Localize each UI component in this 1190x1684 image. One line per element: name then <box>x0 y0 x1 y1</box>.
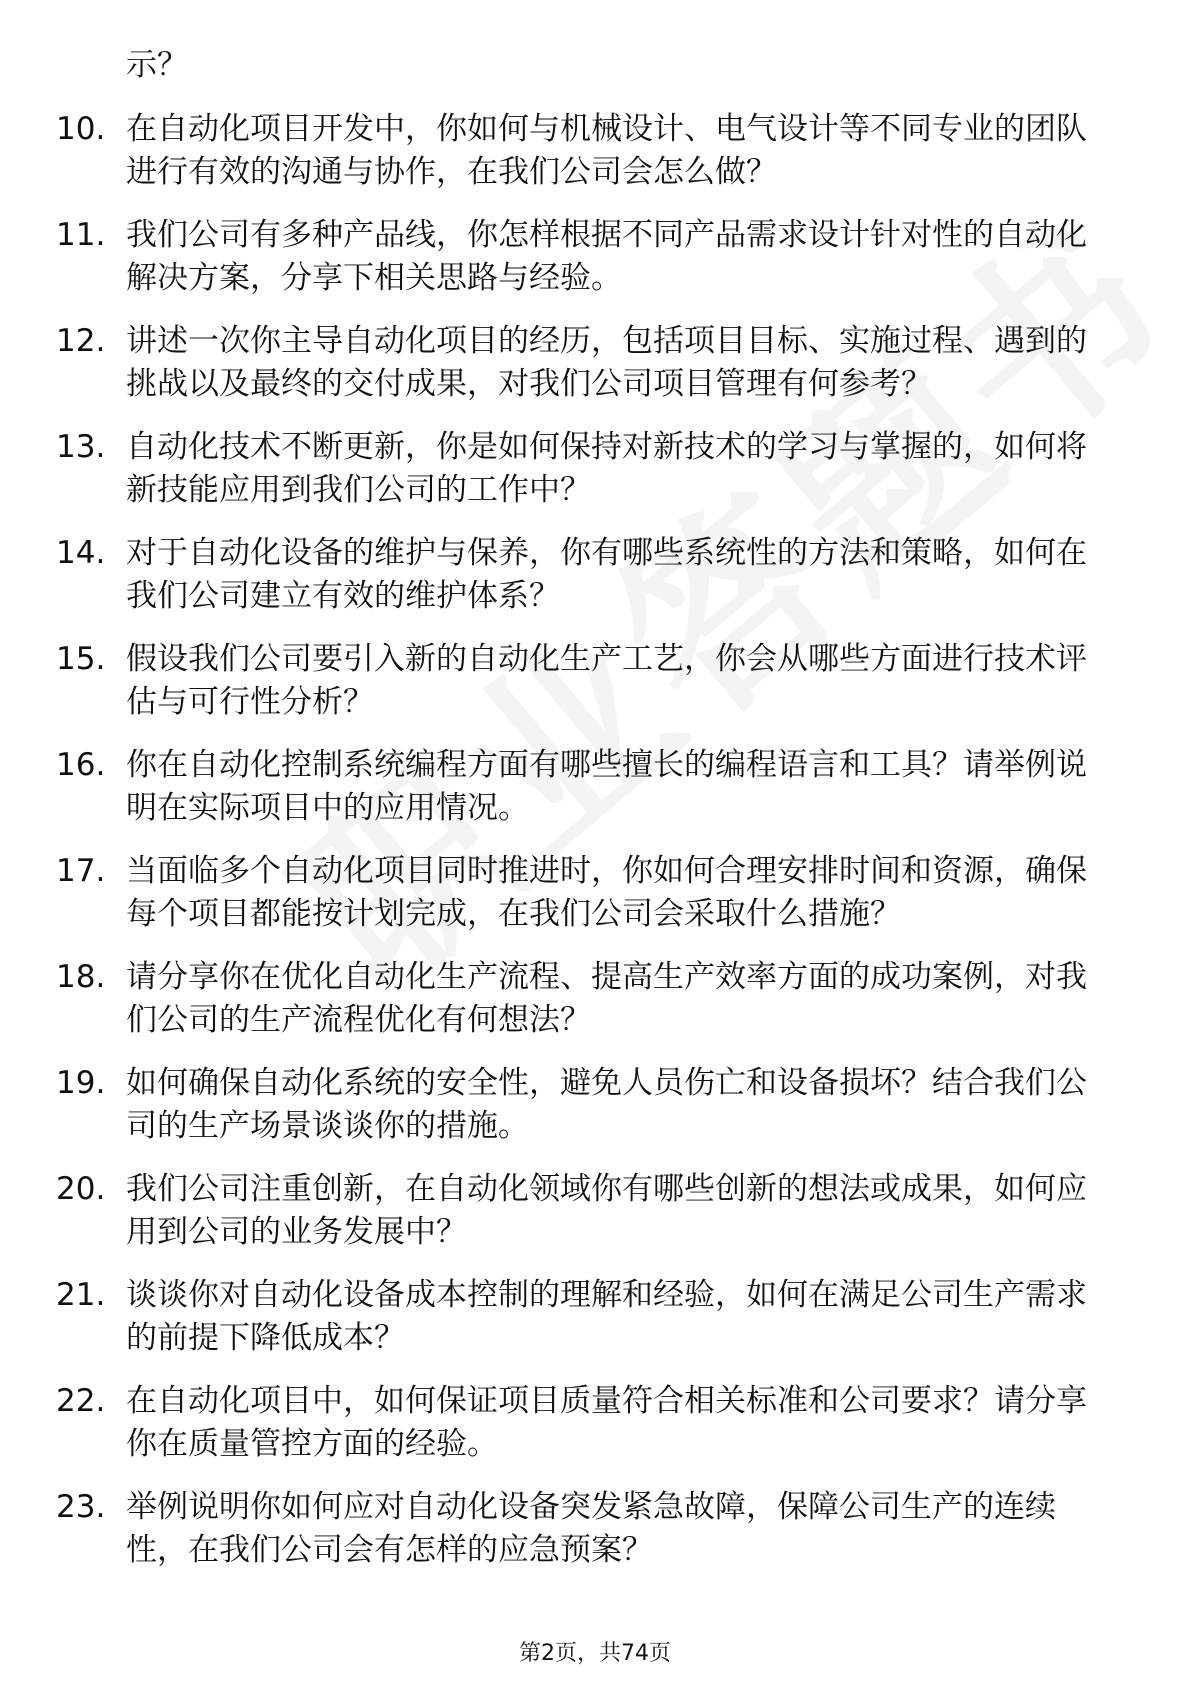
question-number: 17. <box>56 853 106 889</box>
question-text: 假设我们公司要引入新的自动化生产工艺，你会从哪些方面进行技术评估与可行性分析？ <box>126 641 1087 720</box>
question-text: 举例说明你如何应对自动化设备突发紧急故障，保障公司生产的连续性，在我们公司会有怎样的应急预案？ <box>126 1489 1056 1568</box>
question-number: 12. <box>56 323 106 359</box>
question-number: 16. <box>56 747 106 783</box>
list-item <box>56 108 1116 194</box>
question-text: 我们公司有多种产品线，你怎样根据不同产品需求设计针对性的自动化解决方案，分享下相关思路与经验。 <box>126 217 1087 296</box>
question-number: 13. <box>56 429 106 465</box>
list-item <box>56 956 1116 1042</box>
question-text: 对于自动化设备的维护与保养，你有哪些系统性的方法和策略，如何在我们公司建立有效的维护体系？ <box>126 535 1087 614</box>
question-text: 自动化技术不断更新，你是如何保持对新技术的学习与掌握的，如何将新技能应用到我们公司的工作中？ <box>126 429 1087 508</box>
list-item <box>56 850 1116 936</box>
list-item <box>56 320 1116 406</box>
question-list <box>56 108 1116 1592</box>
list-item <box>56 426 1116 512</box>
question-text: 如何确保自动化系统的安全性，避免人员伤亡和设备损坏？结合我们公司的生产场景谈谈你的措施。 <box>126 1065 1087 1144</box>
question-text: 你在自动化控制系统编程方面有哪些擅长的编程语言和工具？请举例说明在实际项目中的应用情况。 <box>126 747 1087 826</box>
question-text: 请分享你在优化自动化生产流程、提高生产效率方面的成功案例，对我们公司的生产流程优化有何想法？ <box>126 959 1087 1038</box>
list-item <box>56 638 1116 724</box>
list-item <box>56 1168 1116 1254</box>
list-item <box>56 1486 1116 1572</box>
question-text: 在自动化项目中，如何保证项目质量符合相关标准和公司要求？请分享你在质量管控方面的经验。 <box>126 1383 1087 1462</box>
question-number: 15. <box>56 641 106 677</box>
question-number: 20. <box>56 1171 106 1207</box>
list-item <box>56 1274 1116 1360</box>
question-text: 我们公司注重创新，在自动化领域你有哪些创新的想法或成果，如何应用到公司的业务发展中？ <box>126 1171 1087 1250</box>
list-item <box>56 532 1116 618</box>
question-text: 在自动化项目开发中，你如何与机械设计、电气设计等不同专业的团队进行有效的沟通与协作，在我们公司会怎么做？ <box>126 111 1087 190</box>
question-text: 谈谈你对自动化设备成本控制的理解和经验，如何在满足公司生产需求的前提下降低成本？ <box>126 1277 1087 1356</box>
continuation-text: 示？ <box>126 47 188 83</box>
page-footer: 第2页，共74页 <box>519 1641 671 1666</box>
list-item <box>56 214 1116 300</box>
list-item <box>56 744 1116 830</box>
question-number: 22. <box>56 1383 106 1419</box>
list-item <box>56 1062 1116 1148</box>
question-text: 讲述一次你主导自动化项目的经历，包括项目目标、实施过程、遇到的挑战以及最终的交付成果，对我们公司项目管理有何参考？ <box>126 323 1087 402</box>
question-number: 14. <box>56 535 106 571</box>
question-number: 21. <box>56 1277 106 1313</box>
question-number: 10. <box>56 111 106 147</box>
list-item <box>56 1380 1116 1466</box>
question-number: 11. <box>56 217 106 253</box>
question-text: 当面临多个自动化项目同时推进时，你如何合理安排时间和资源，确保每个项目都能按计划完成，在我们公司会采取什么措施？ <box>126 853 1087 932</box>
question-number: 23. <box>56 1489 106 1525</box>
question-number: 19. <box>56 1065 106 1101</box>
question-number: 18. <box>56 959 106 995</box>
